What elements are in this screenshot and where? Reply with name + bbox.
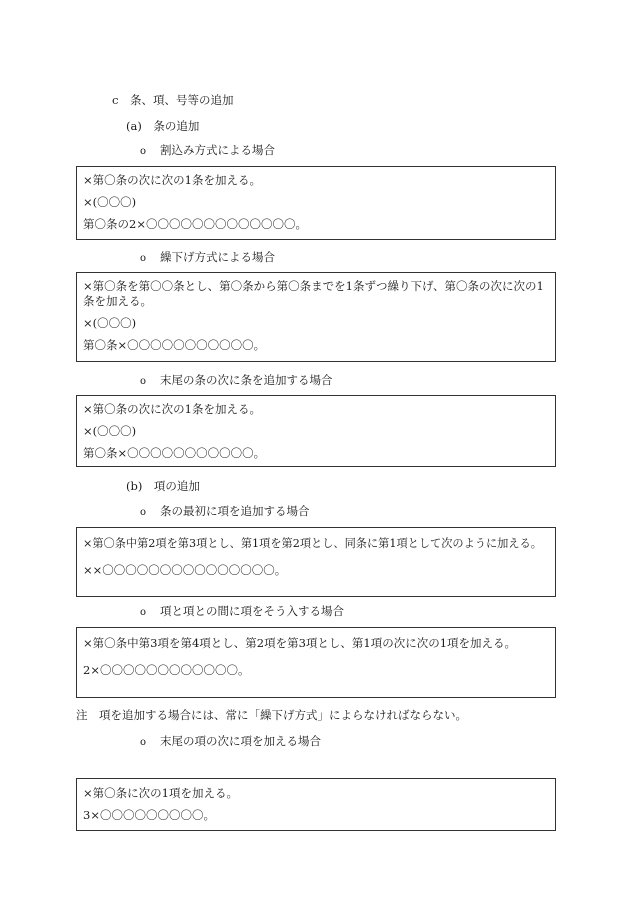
example-line: ×(〇〇〇) [83, 424, 137, 438]
section-title-text: 末尾の項の次に項を加える場合 [160, 734, 321, 748]
section-title [140, 734, 321, 750]
example-box [76, 395, 556, 467]
example-box [76, 166, 556, 240]
section-title [140, 143, 275, 159]
bullet-icon: o [140, 376, 147, 387]
example-line: ×第〇条中第3項を第4項とし、第2項を第3項とし、第1項の次に次の1項を加える。 [83, 636, 517, 650]
example-box [76, 272, 556, 362]
example-line: ×第〇条の次に次の1条を加える。 [83, 173, 261, 187]
example-line: ××〇〇〇〇〇〇〇〇〇〇〇〇〇〇〇。 [83, 563, 287, 577]
heading-c: c 条、項、号等の追加 [112, 93, 234, 107]
section-title [140, 504, 310, 520]
example-line: ×(〇〇〇) [83, 195, 137, 209]
section-title [140, 250, 275, 266]
example-box [76, 778, 556, 831]
section-title-text: 末尾の条の次に条を追加する場合 [160, 373, 333, 387]
bullet-icon: o [140, 146, 147, 157]
example-line: ×第〇条の次に次の1条を加える。 [83, 402, 261, 416]
example-box [76, 527, 556, 597]
example-line: 第〇条×〇〇〇〇〇〇〇〇〇〇〇。 [83, 446, 266, 460]
section-title-text: 条の最初に項を追加する場合 [160, 504, 310, 518]
section-title-text: 繰下げ方式による場合 [160, 250, 275, 264]
bullet-icon: o [140, 737, 147, 748]
example-line: 2×〇〇〇〇〇〇〇〇〇〇〇〇。 [83, 663, 250, 677]
section-title [140, 373, 333, 389]
example-box [76, 627, 556, 698]
example-line: 3×〇〇〇〇〇〇〇〇〇。 [83, 808, 215, 822]
example-line: ×(〇〇〇) [83, 316, 137, 330]
example-line: ×第〇条を第〇〇条とし、第〇条から第〇条までを1条ずつ繰り下げ、第〇条の次に次の1条を加える。 [83, 279, 544, 308]
bullet-icon: o [140, 607, 147, 618]
heading-b: (b) 項の追加 [126, 479, 200, 493]
section-title [140, 604, 344, 620]
bullet-icon: o [140, 507, 147, 518]
example-line: 第〇条の2×〇〇〇〇〇〇〇〇〇〇〇〇〇。 [83, 217, 307, 231]
example-line: 第〇条×〇〇〇〇〇〇〇〇〇〇〇。 [83, 338, 266, 352]
heading-a: (a) 条の追加 [126, 119, 200, 133]
example-line: ×第〇条に次の1項を加える。 [83, 786, 238, 800]
section-title-text: 割込み方式による場合 [160, 143, 275, 157]
bullet-icon: o [140, 253, 147, 264]
section-title-text: 項と項との間に項をそう入する場合 [160, 604, 344, 618]
example-line: ×第〇条中第2項を第3項とし、第1項を第2項とし、同条に第1項として次のように加える。 [83, 537, 542, 550]
note-text: 注 項を追加する場合には、常に「繰下げ方式」によらなければならない。 [76, 708, 467, 722]
